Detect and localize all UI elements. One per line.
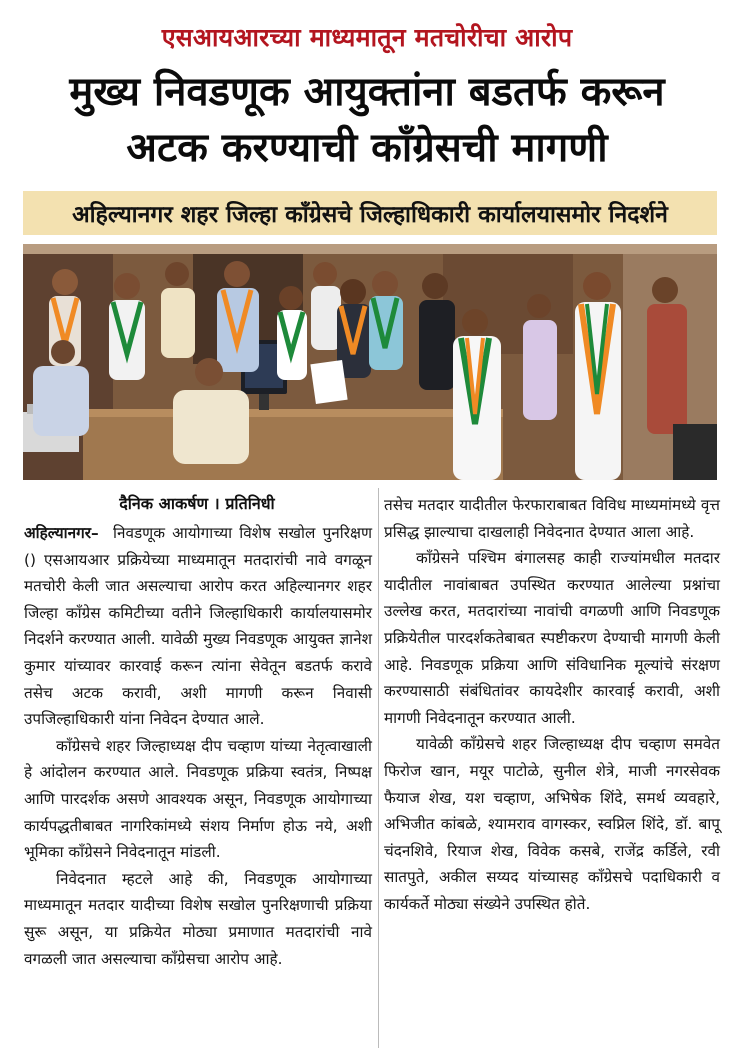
- subheadline: अहिल्यानगर शहर जिल्हा काँग्रेसचे जिल्हाधिकारी कार्यालयासमोर निदर्शने: [72, 202, 668, 228]
- article-paragraph: निवेदनात म्हटले आहे की, निवडणूक आयोगाच्या माध्यमातून मतदार यादीच्या विशेष सखोल पुनरिक्षणाची प्रक्रिया सुरू असून, या प्रक्रियेत मोठ्या प्रमाणात मतदारांची नावे वगळली जात असल्याचा काँग्रेसचा आरोप आहे.: [24, 869, 372, 968]
- article-paragraph: काँग्रेसने पश्चिम बंगालसह काही राज्यांमधील मतदार यादीतील नावांबाबत उपस्थित करण्यात आलेल्या प्रश्नांचा उल्लेख करत, मतदारांच्या नावांची वगळणी आणि निवडणूक प्रक्रियेतील पारदर्शकतेबाबत स्पष्टीकरण देण्याची मागणी केली आहे. निवडणूक प्रक्रिया आणि संविधानिक मूल्यांचे संरक्षण करण्यासाठी संबंधितांवर कायदेशीर कारवाई करावी, अशी मागणी निवेदनातून करण्यात आली.: [384, 549, 720, 727]
- article-column-right: [384, 492, 720, 918]
- photo-illustration: [23, 244, 717, 480]
- headline-line-2: अटक करण्याची काँग्रेसची मागणी: [126, 125, 608, 171]
- dateline: अहिल्यानगर–: [24, 524, 99, 542]
- paragraph-text: निवडणूक आयोगाच्या विशेष सखोल पुनरिक्षण () एसआयआर प्रक्रियेच्या माध्यमातून मतदारांची नावे वगळून मतचोरी केली जात असल्याचा आरोप करत अहिल्यानगर शहर जिल्हा काँग्रेस कमिटीच्या वतीने जिल्हाधिकारी कार्यालयासमोर निदर्शने करण्यात आली. यावेळी मुख्य निवडणूक आयुक्त ज्ञानेश कुमार यांच्यावर कारवाई करून त्यांना सेवेतून बडतर्फ करावे तसेच अटक करावी, अशी मागणी करून निवासी उपजिल्हाधिकारी यांना निवेदन देण्यात आले.: [24, 524, 373, 729]
- byline: दैनिक आकर्षण । प्रतिनिधी: [119, 494, 275, 513]
- main-headline: [0, 64, 734, 176]
- column-divider: [378, 488, 379, 1048]
- headline-line-1: मुख्य निवडणूक आयुक्तांना बडतर्फ करून: [69, 69, 665, 115]
- subheadline-band: [23, 191, 717, 235]
- article-column-left: [24, 520, 372, 972]
- article-paragraph: काँग्रेसचे शहर जिल्हाध्यक्ष दीप चव्हाण यांच्या नेतृत्वाखाली हे आंदोलन करण्यात आले. निवडणूक प्रक्रिया स्वतंत्र, निष्पक्ष आणि पारदर्शक असणे आवश्यक असून, निवडणूक आयोगाच्या कार्यपद्धतीबाबत नागरिकांमध्ये संशय निर्माण होऊ नये, अशी भूमिका काँग्रेसने निवेदनातून मांडली.: [24, 736, 372, 862]
- article-paragraph: तसेच मतदार यादीतील फेरफाराबाबत विविध माध्यमांमध्ये वृत्त प्रसिद्ध झाल्याचा दाखलाही निवेदनात देण्यात आला आहे.: [384, 496, 720, 541]
- kicker-headline: एसआयआरच्या माध्यमातून मतचोरीचा आरोप: [161, 23, 573, 52]
- article-paragraph: यावेळी काँग्रेसचे शहर जिल्हाध्यक्ष दीप चव्हाण समवेत फिरोज खान, मयूर पाटोळे, सुनील शेत्रे, माजी नगरसेवक फैयाज शेख, यश चव्हाण, अभिषेक शिंदे, समर्थ व्यवहारे, अभिजीत कांबळे, श्यामराव वागस्कर, स्वप्निल शिंदे, डॉ. बापू चंदनशिवे, रियाज शेख, विवेक कसबे, राजेंद्र कर्डिले, रवी सातपुते, अकील सय्यद यांच्यासह काँग्रेसचे पदाधिकारी व कार्यकर्ते मोठ्या संख्येने उपस्थित होते.: [384, 735, 720, 913]
- news-photo: [23, 244, 717, 480]
- article-paragraph: [24, 520, 372, 733]
